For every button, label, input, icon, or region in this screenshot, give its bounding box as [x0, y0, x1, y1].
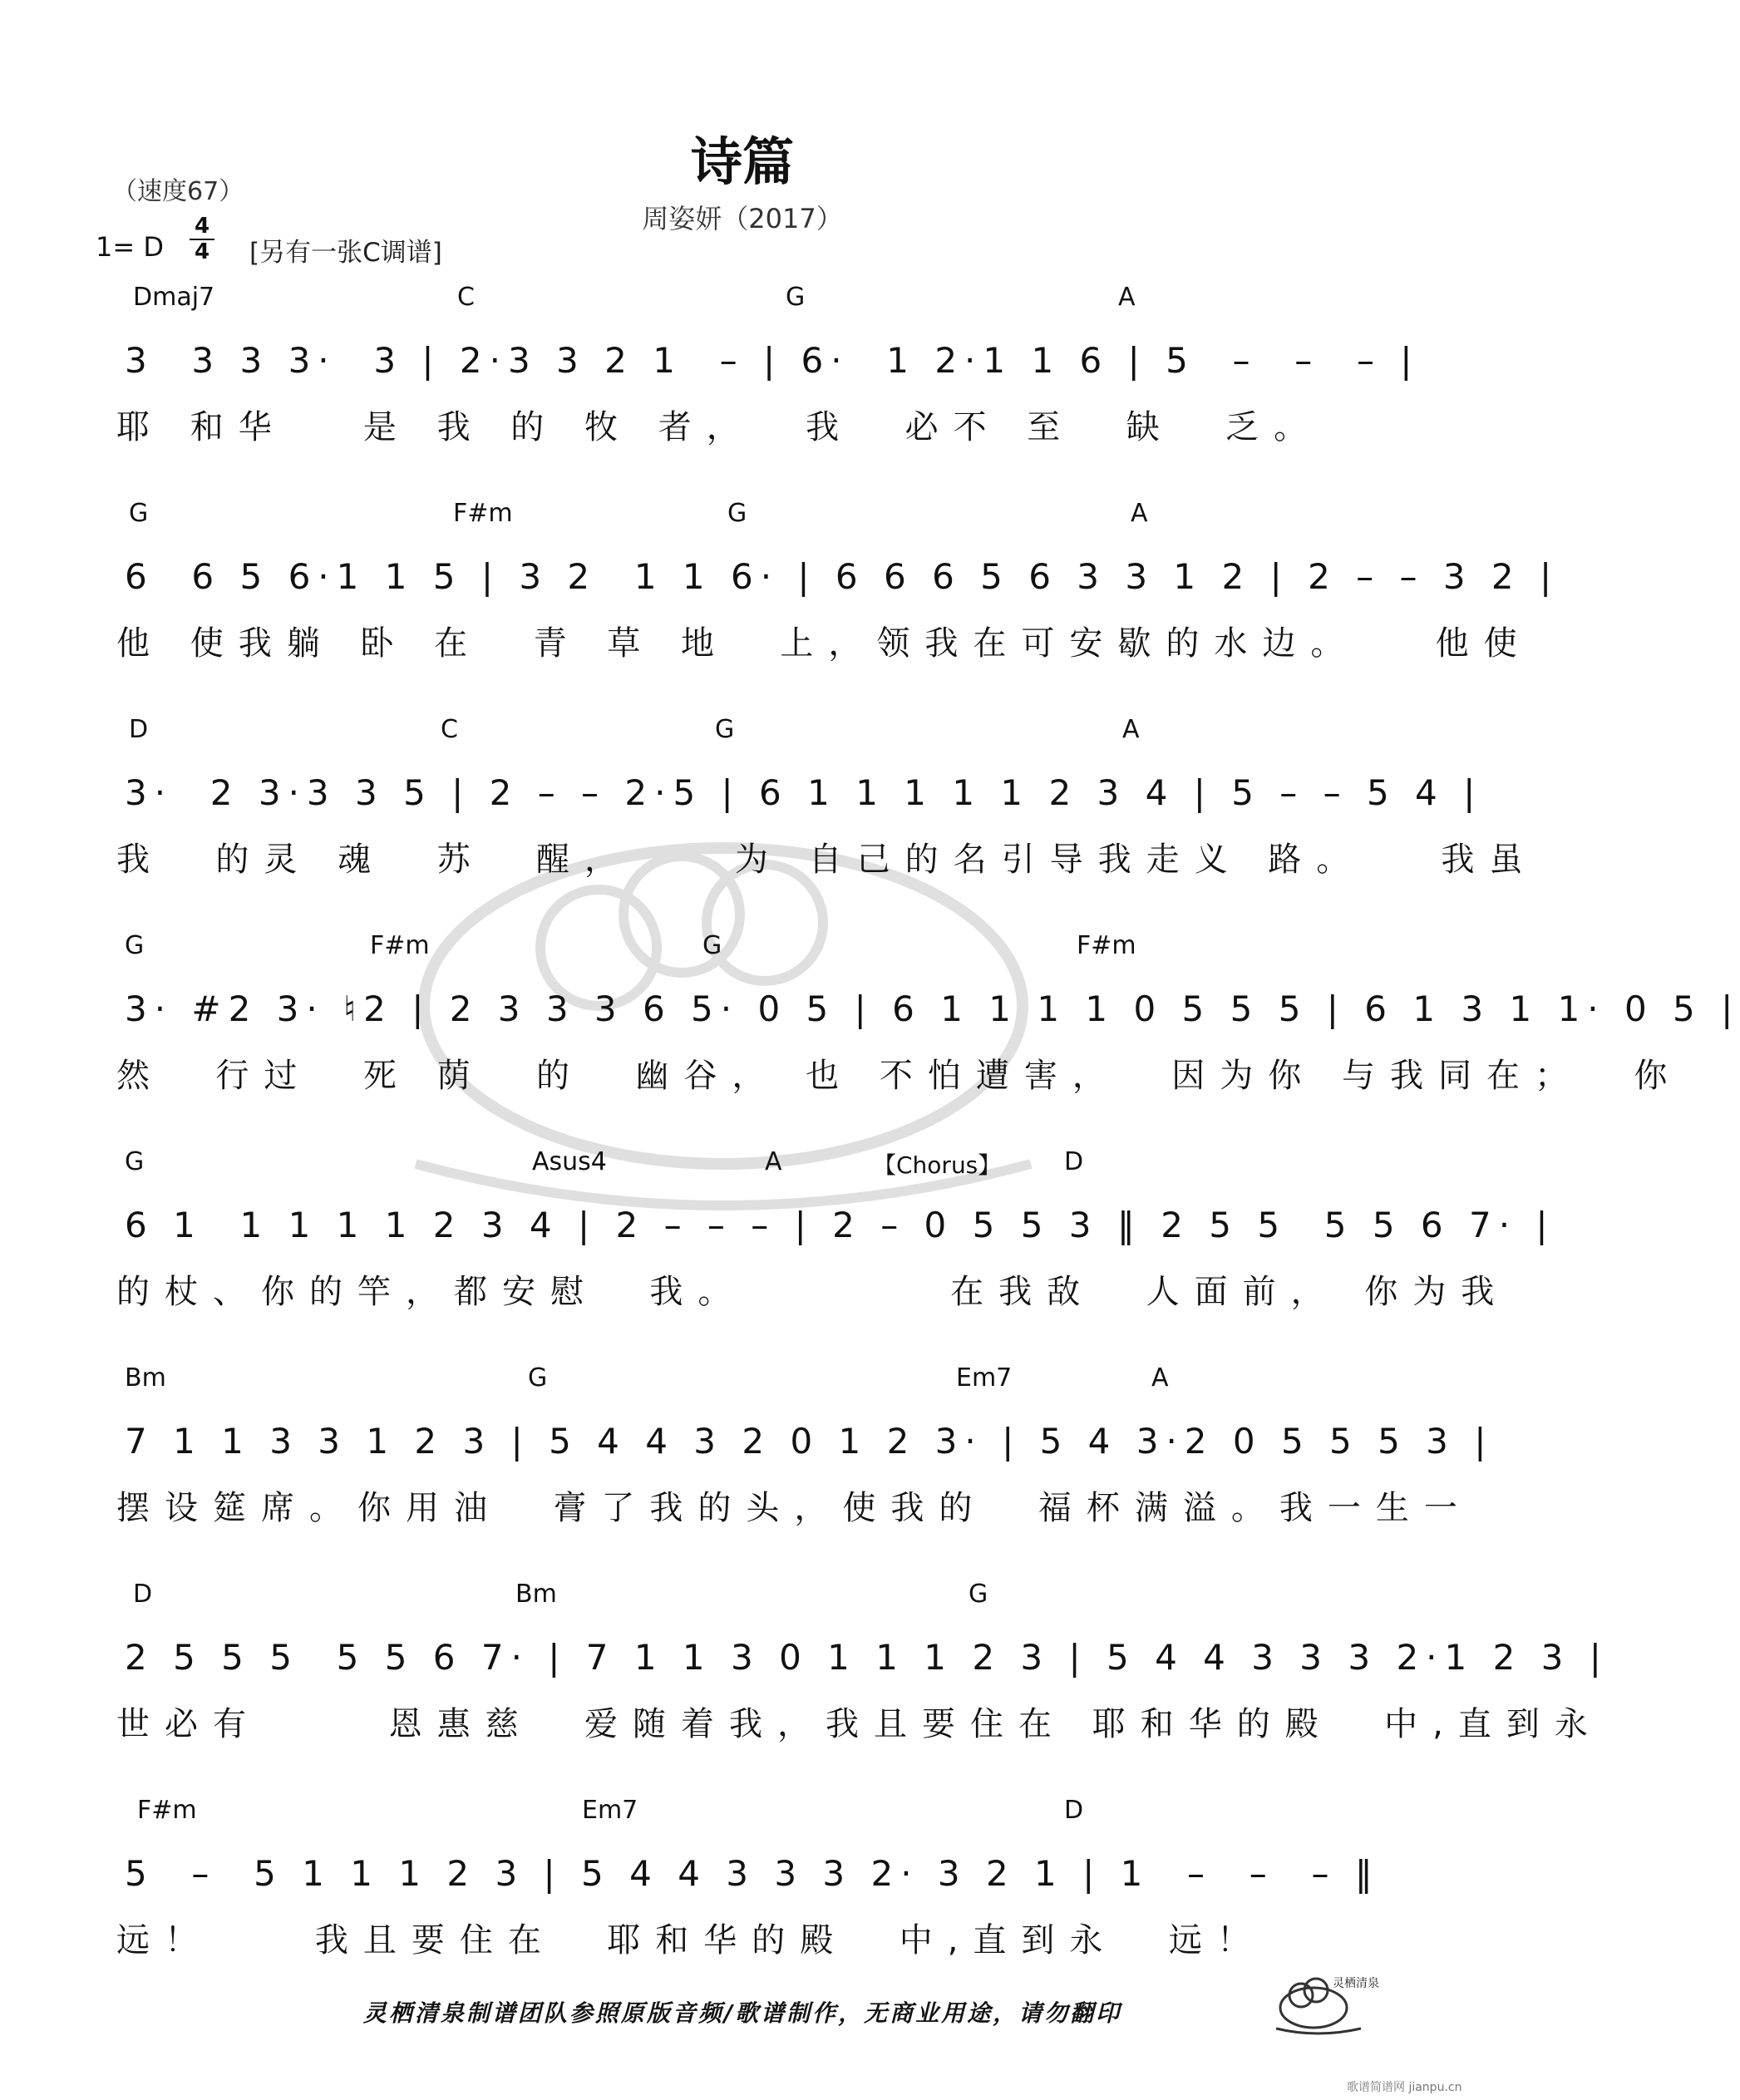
chord-label: G: [129, 499, 149, 528]
time-signature: [190, 214, 214, 264]
lyrics-line: 摆设筵席。你用油 膏了我的头，使我的 福杯满溢。我一生一: [116, 1488, 1472, 1527]
sheep-logo-icon: [1268, 1962, 1379, 2037]
score-row-7: [0, 1580, 1609, 1796]
footer-note: 灵栖清泉制谱团队参照原版音频/歌谱制作，无商业用途，请勿翻印: [362, 1999, 1122, 2027]
notation-line: 7 1 1 3 3 1 2 3 | 5 4 4 3 2 0 1 2 3· | 5 4 3·2 0 5 5 5 3 |: [125, 1420, 1494, 1462]
tempo-label: （速度67）: [112, 177, 244, 206]
notation-line: 3 3 3 3· 3 | 2·3 3 2 1 – | 6· 1 2·1 1 6 | 5 – – – |: [125, 339, 1420, 381]
lyrics-line: 耶 和华 是 我 的 牧 者， 我 必不 至 缺 乏。: [116, 407, 1323, 446]
chord-label: G: [786, 283, 806, 312]
key-signature: 1= D: [96, 231, 164, 263]
chord-label: Bm: [125, 1363, 166, 1393]
chord-label: C: [441, 715, 458, 744]
time-sig-top: 4: [194, 214, 210, 239]
chord-label: Bm: [515, 1580, 557, 1609]
chord-label: D: [1064, 1796, 1084, 1825]
chord-label: G: [702, 931, 722, 960]
chord-label: A: [1118, 283, 1136, 312]
notation-line: 6 1 1 1 1 1 2 3 4 | 2 – – – | 2 – 0 5 5 3 ‖ 2 5 5 5 5 6 7· |: [125, 1204, 1555, 1245]
chord-label: F#m: [453, 499, 513, 528]
score-row-8: [0, 1796, 1485, 2012]
score-row-1: [0, 283, 1485, 499]
chord-label: A: [1122, 715, 1140, 744]
notation-line: 3· 2 3·3 3 5 | 2 – – 2·5 | 6 1 1 1 1 1 2 3 4 | 5 – – 5 4 |: [125, 771, 1483, 813]
score-row-5: [0, 1147, 1555, 1363]
chord-label: G: [727, 499, 747, 528]
chord-label: A: [1131, 499, 1148, 528]
score-row-4: [0, 931, 1740, 1147]
score-row-2: [0, 499, 1560, 715]
score-row-6: [0, 1363, 1494, 1580]
chord-label: G: [125, 1147, 145, 1176]
notation-line: 5 – 5 1 1 1 2 3 | 5 4 4 3 3 3 2· 3 2 1 | 1 – – – ‖: [125, 1852, 1380, 1894]
chord-label: F#m: [370, 931, 430, 960]
notation-line: 2 5 5 5 5 5 6 7· | 7 1 1 3 0 1 1 1 2 3 | 5 4 4 3 3 3 2·1 2 3 |: [125, 1636, 1609, 1678]
site-watermark: 歌谱简谱网 jianpu.cn: [1347, 2081, 1462, 2094]
lyrics-line: 然 行过 死 荫 的 幽谷， 也 不怕遭害， 因为你 与我同在； 你: [116, 1056, 1683, 1095]
chord-label: Asus4: [532, 1147, 607, 1176]
chord-label: F#m: [137, 1796, 197, 1825]
lyrics-line: 世必有 恩惠慈 爱随着我，我且要住在 耶和华的殿 中,直到永: [116, 1704, 1603, 1743]
chord-label: F#m: [1077, 931, 1136, 960]
chord-label: A: [765, 1147, 782, 1176]
chord-label: Em7: [956, 1363, 1013, 1393]
lyrics-line: 远！ 我且要住在 耶和华的殿 中,直到永 远！: [116, 1920, 1265, 1960]
chord-label: Em7: [582, 1796, 638, 1825]
lyrics-line: 他 使我躺 卧 在 青 草 地 上，领我在可安歇的水边。 他使: [116, 624, 1532, 663]
chord-label: D: [133, 1580, 153, 1609]
time-sig-bottom: 4: [190, 239, 214, 264]
lyrics-line: 的杖、你的竿，都安慰 我。 在我敌 人面前， 你为我: [116, 1272, 1510, 1311]
score-row-3: [0, 715, 1538, 931]
notation-line: 3· #2 3· ♮2 | 2 3 3 3 6 5· 0 5 | 6 1 1 1 1 0 5 5 5 | 6 1 3 1 1· 0 5 |: [125, 988, 1740, 1029]
chord-label: D: [1064, 1147, 1084, 1176]
chord-label: G: [969, 1580, 988, 1609]
composer-label: 周姿妍（2017）: [642, 203, 843, 234]
page-title: 诗篇: [690, 131, 794, 192]
alt-key-note: [另有一张C调谱]: [249, 238, 442, 268]
lyrics-line: 我 的灵 魂 苏 醒， 为 自己的名引导我走义 路。 我虽: [116, 840, 1538, 879]
logo-text: 灵栖清泉: [1333, 1977, 1379, 1990]
chord-label: A: [1151, 1363, 1169, 1393]
chord-label: D: [129, 715, 149, 744]
chorus-marker: 【Chorus】: [873, 1151, 1002, 1179]
chord-label: C: [457, 283, 475, 312]
notation-line: 6 6 5 6·1 1 5 | 3 2 1 1 6· | 6 6 6 5 6 3 3 1 2 | 2 – – 3 2 |: [125, 555, 1560, 597]
chord-label: Dmaj7: [133, 283, 215, 312]
chord-label: G: [715, 715, 735, 744]
chord-label: G: [528, 1363, 548, 1393]
chord-label: G: [125, 931, 145, 960]
